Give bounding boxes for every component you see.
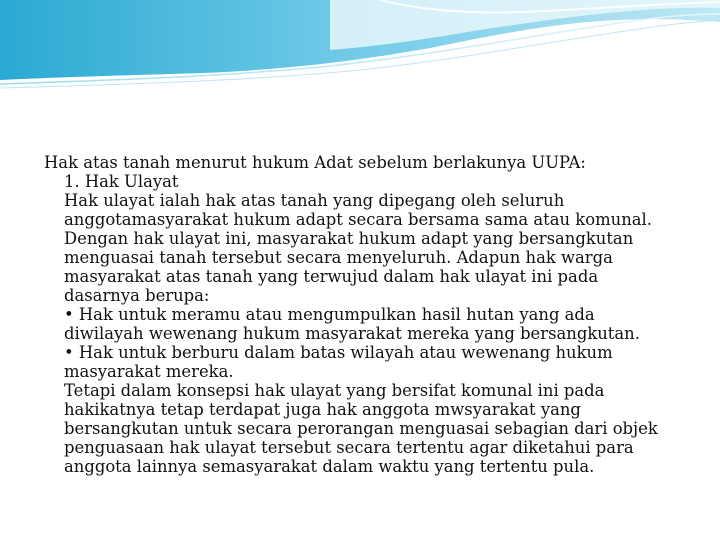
body-line: Hak ulayat ialah hak atas tanah yang dipegang oleh seluruh xyxy=(64,191,565,210)
body-line: Tetapi dalam konsepsi hak ulayat yang bersifat komunal ini pada xyxy=(64,381,605,400)
body-line: dasarnya berupa: xyxy=(64,286,210,305)
body-line: masyarakat mereka. xyxy=(64,362,234,381)
bullet-line: • Hak untuk meramu atau mengumpulkan hasil hutan yang ada xyxy=(64,305,595,324)
body-line: diwilayah wewenang hukum masyarakat mereka yang bersangkutan. xyxy=(64,324,640,343)
header-wave-decoration xyxy=(0,0,720,90)
body-line: penguasaan hak ulayat tersebut secara tertentu agar diketahui para xyxy=(64,438,634,457)
body-line: anggotamasyarakat hukum adapt secara bersama sama atau komunal. xyxy=(64,210,652,229)
list-item-hak-ulayat xyxy=(44,172,704,476)
body-line: hakikatnya tetap terdapat juga hak anggota mwsyarakat yang xyxy=(64,400,581,419)
body-line: masyarakat atas tanah yang terwujud dalam hak ulayat ini pada xyxy=(64,267,599,286)
body-line: Dengan hak ulayat ini, masyarakat hukum adapt yang bersangkutan xyxy=(64,229,634,248)
body-line: menguasai tanah tersebut secara menyeluruh. Adapun hak warga xyxy=(64,248,613,267)
body-line: bersangkutan untuk secara perorangan menguasai sebagian dari objek xyxy=(64,419,658,438)
body-line: anggota lainnya semasyarakat dalam waktu yang tertentu pula. xyxy=(64,457,595,476)
slide-heading: Hak atas tanah menurut hukum Adat sebelum berlakunya UUPA: xyxy=(44,153,586,172)
bullet-line: • Hak untuk berburu dalam batas wilayah atau wewenang hukum xyxy=(64,343,613,362)
item-title: 1. Hak Ulayat xyxy=(64,172,179,191)
slide-content xyxy=(44,153,704,476)
